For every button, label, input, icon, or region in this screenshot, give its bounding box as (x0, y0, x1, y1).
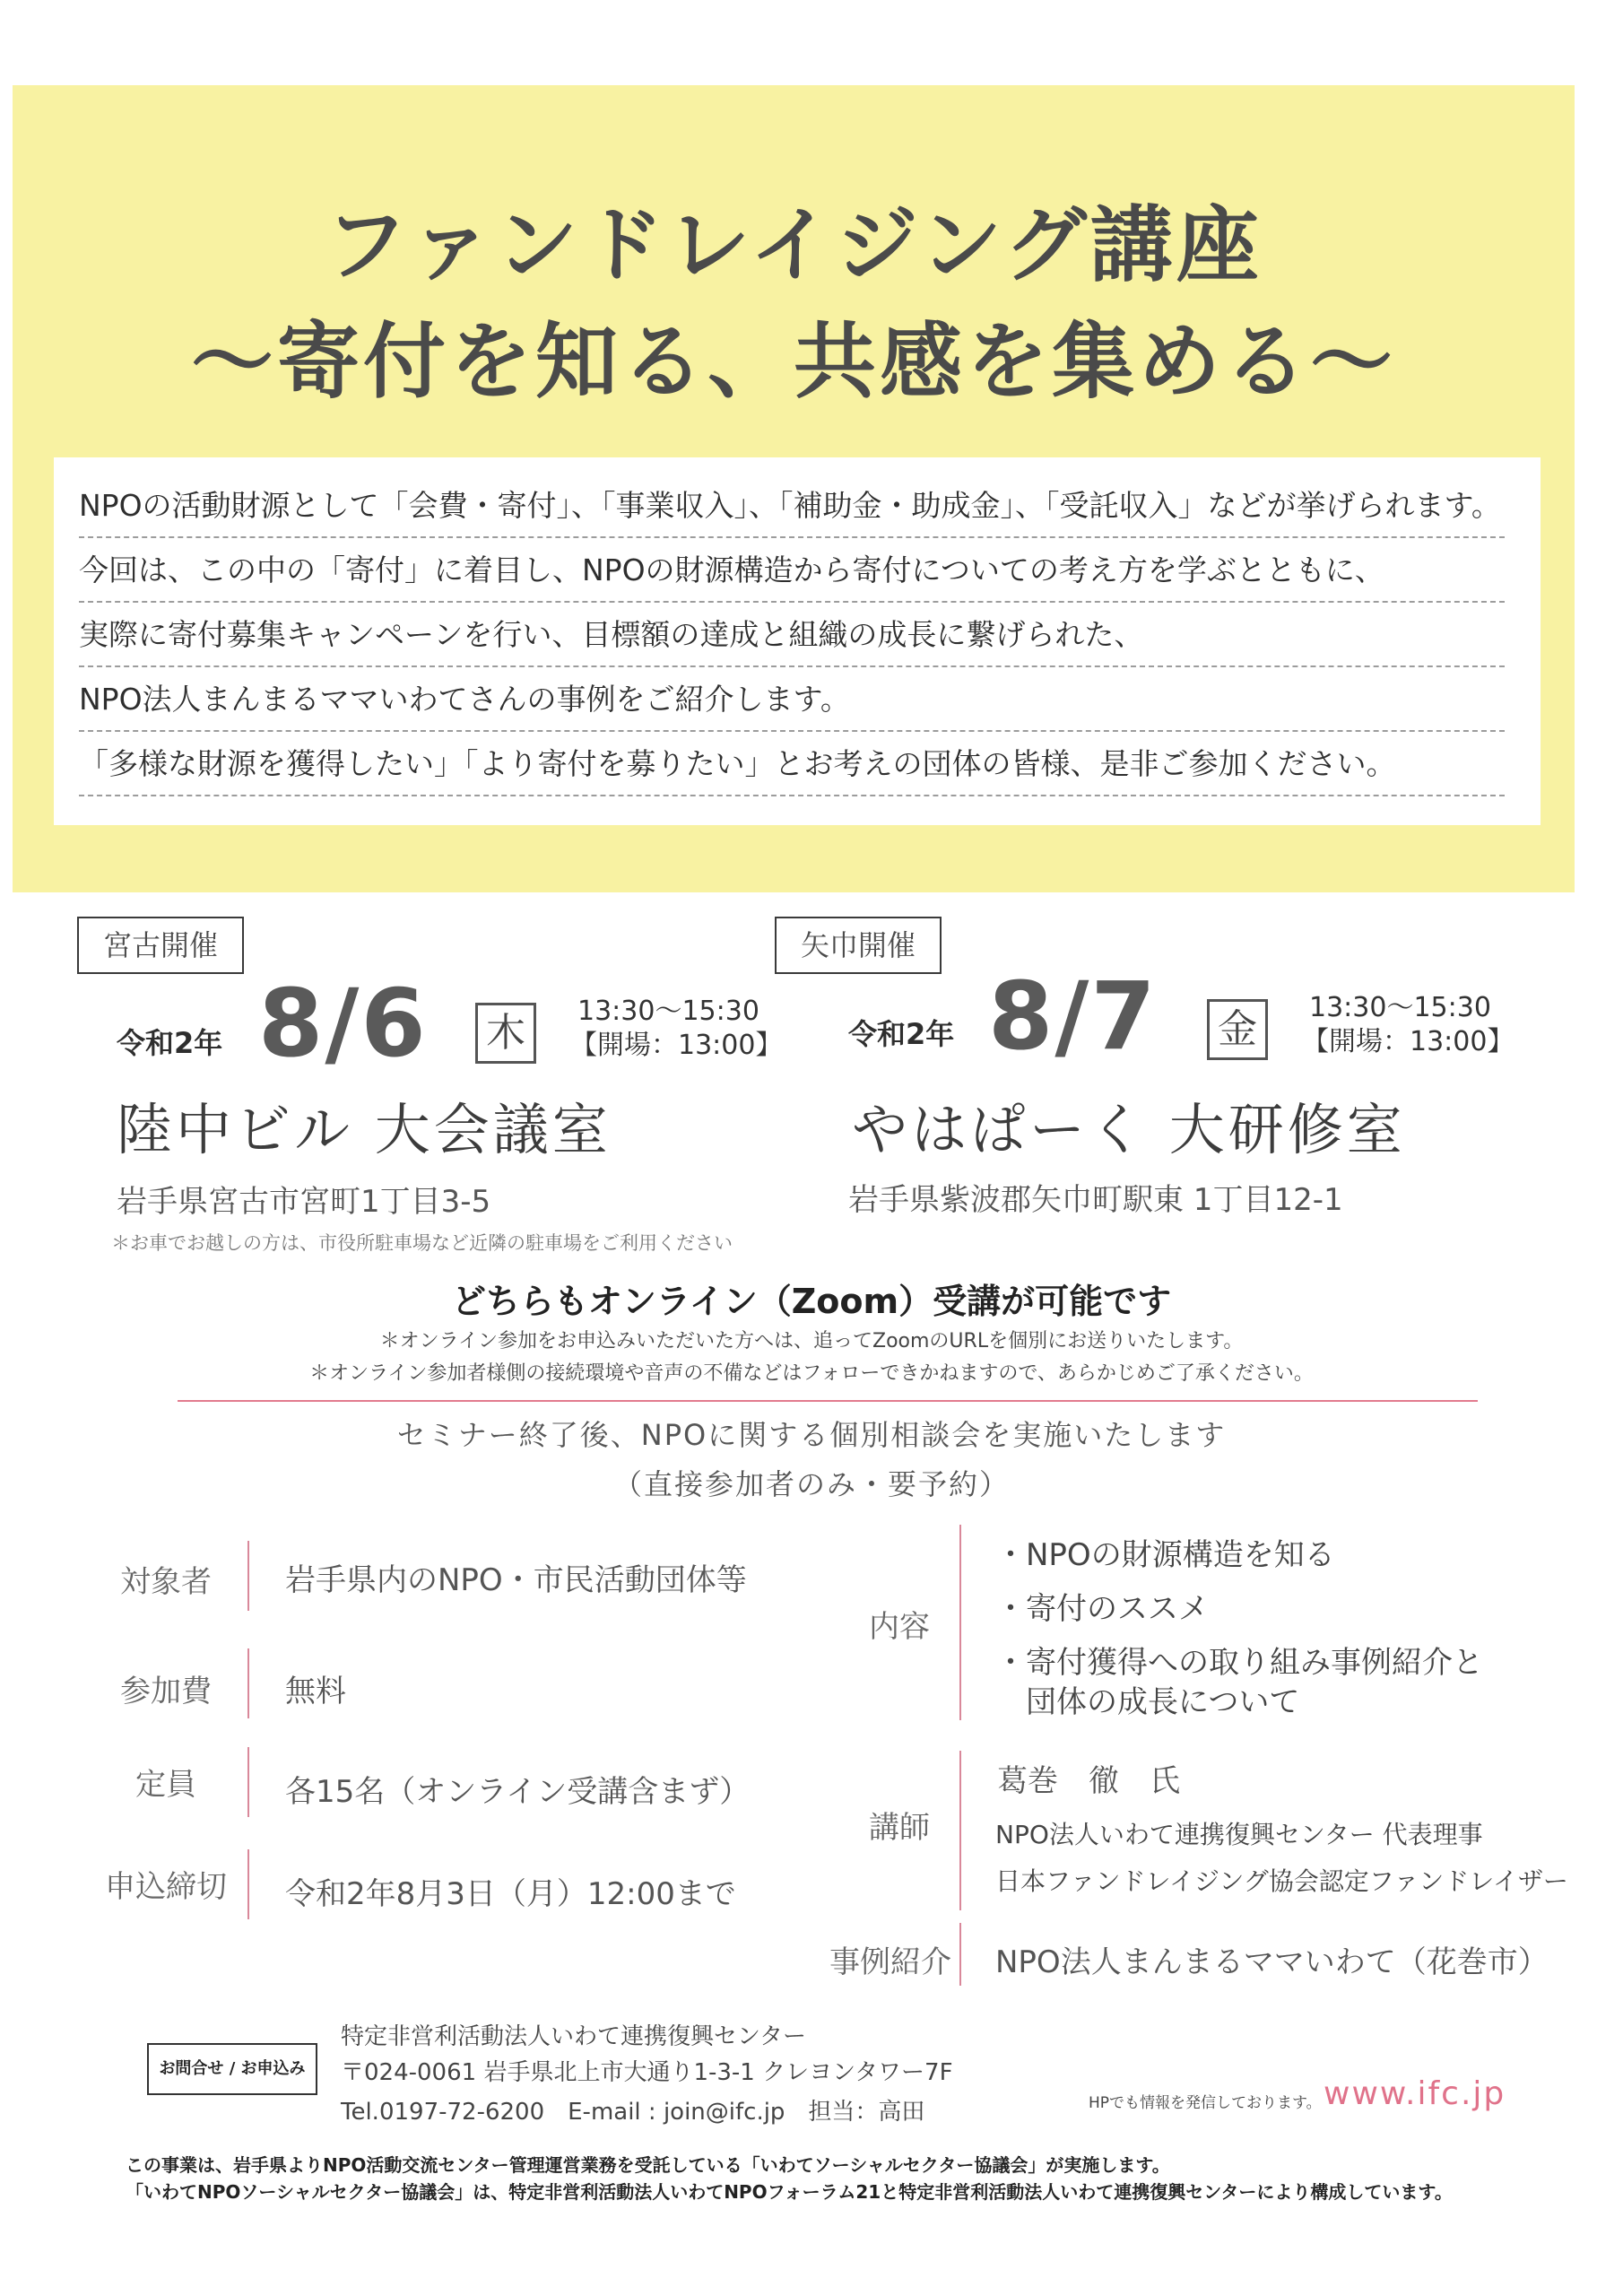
event-open-time: 【開場：13:00】 (1302, 1026, 1515, 1057)
label-divider (247, 1849, 249, 1919)
event-date: 8/6 (258, 969, 428, 1078)
online-note: ＊オンライン参加をお申込みいただいた方へは、追ってZoomのURLを個別にお送りいたします。 (379, 1330, 1244, 1352)
event-time: 13:30～15:30 (1309, 992, 1491, 1023)
divider (178, 1400, 1478, 1402)
content-item: ・寄付のススメ (995, 1591, 1209, 1627)
label-divider (959, 1923, 961, 1986)
org-name: 特定非営利活動法人いわて連携復興センター (341, 2023, 806, 2050)
fee-label: 参加費 (120, 1674, 212, 1709)
website-link[interactable]: www.ifc.jp (1324, 2075, 1506, 2112)
footer-note: この事業は、岩手県よりNPO活動交流センター管理運営業務を受託している「いわてソーシャルセクター協議会」が実施します。 (126, 2154, 1170, 2176)
footer-note: 「いわてNPOソーシャルセクター協議会」は、特定非営利活動法人いわてNPOフォーラム21と特定非営利活動法人いわて連携復興センターにより構成しています。 (126, 2181, 1453, 2203)
event-date: 8/7 (988, 961, 1158, 1071)
parking-note: ＊お車でお越しの方は、市役所駐車場など近隣の駐車場をご利用ください (111, 1232, 733, 1254)
content-label: 内容 (869, 1609, 930, 1645)
content-item: 団体の成長について (995, 1684, 1300, 1720)
intro-line: 今回は、この中の「寄付」に着目し、NPOの財源構造から寄付についての考え方を学ぶとともに、 (79, 540, 1505, 603)
consultation-note: （直接参加者のみ・要予約） (612, 1467, 1010, 1501)
label-divider (247, 1747, 249, 1817)
org-contact: Tel.0197-72-6200 E-mail : join@ifc.jp 担当：高田 (341, 2099, 925, 2126)
venue-tag-miyako: 宮古開催 (77, 917, 244, 974)
intro-line: NPOの活動財源として「会費・寄付」、「事業収入」、「補助金・助成金」、「受託収入」などが挙げられます。 (79, 475, 1505, 538)
lecturer-name: 葛巻 徹 氏 (997, 1763, 1180, 1799)
deadline-label: 申込締切 (105, 1869, 227, 1905)
page-subtitle: ～寄付を知る、共感を集める～ (190, 314, 1396, 410)
hp-note: HPでも情報を発信しております。 (1089, 2094, 1322, 2112)
org-address: 〒024-0061 岩手県北上市大通り1-3-1 クレヨンタワー7F (341, 2059, 953, 2086)
label-divider (959, 1751, 961, 1910)
event-time: 13:30～15:30 (577, 996, 759, 1027)
venue-tag-yahaba: 矢巾開催 (775, 917, 942, 974)
event-era: 令和2年 (848, 1017, 955, 1051)
venue-address: 岩手県宮古市宮町1丁目3-5 (117, 1184, 491, 1220)
contact-tag: お問合せ / お申込み (147, 2043, 317, 2095)
capacity-value: 各15名（オンライン受講含まず） (285, 1774, 751, 1810)
deadline-value: 令和2年8月3日（月）12:00まで (285, 1876, 736, 1912)
venue-address: 岩手県紫波郡矢巾町駅東 1丁目12-1 (848, 1182, 1343, 1218)
consultation-line: セミナー終了後、NPOに関する個別相談会を実施いたします (396, 1418, 1227, 1452)
event-weekday: 木 (475, 1003, 536, 1064)
target-value: 岩手県内のNPO・市民活動団体等 (285, 1562, 747, 1598)
event-open-time: 【開場：13:00】 (570, 1030, 783, 1061)
label-divider (959, 1525, 961, 1720)
intro-line: NPO法人まんまるママいわてさんの事例をご紹介します。 (79, 669, 1505, 732)
label-divider (247, 1541, 249, 1611)
content-item: ・寄付獲得への取り組み事例紹介と (995, 1645, 1483, 1681)
lecturer-title: NPO法人いわて連携復興センター 代表理事 (995, 1820, 1483, 1849)
online-note: ＊オンライン参加者様側の接続環境や音声の不備などはフォローできかねますので、あらかじめご了承ください。 (309, 1362, 1314, 1385)
label-divider (247, 1648, 249, 1718)
lecturer-certification: 日本ファンドレイジング協会認定ファンドレイザー (995, 1866, 1568, 1896)
case-label: 事例紹介 (829, 1944, 951, 1980)
venue-name: やはぱーく 大研修室 (852, 1097, 1406, 1162)
capacity-label: 定員 (135, 1767, 196, 1803)
case-value: NPO法人まんまるママいわて（花巻市） (995, 1944, 1549, 1980)
content-item: ・NPOの財源構造を知る (995, 1537, 1335, 1573)
online-heading: どちらもオンライン（Zoom）受講が可能です (451, 1282, 1172, 1321)
venue-name: 陸中ビル 大会議室 (117, 1097, 612, 1162)
event-weekday: 金 (1207, 999, 1268, 1060)
event-era: 令和2年 (117, 1026, 223, 1060)
intro-line: 「多様な財源を獲得したい」「より寄付を募りたい」とお考えの団体の皆様、是非ご参加ください。 (79, 734, 1505, 796)
lecturer-label: 講師 (869, 1810, 930, 1846)
target-label: 対象者 (120, 1564, 212, 1600)
intro-line: 実際に寄付募集キャンペーンを行い、目標額の達成と組織の成長に繋げられた、 (79, 604, 1505, 667)
fee-value: 無料 (285, 1674, 346, 1709)
page-title: ファンドレイジング講座 (325, 197, 1263, 293)
